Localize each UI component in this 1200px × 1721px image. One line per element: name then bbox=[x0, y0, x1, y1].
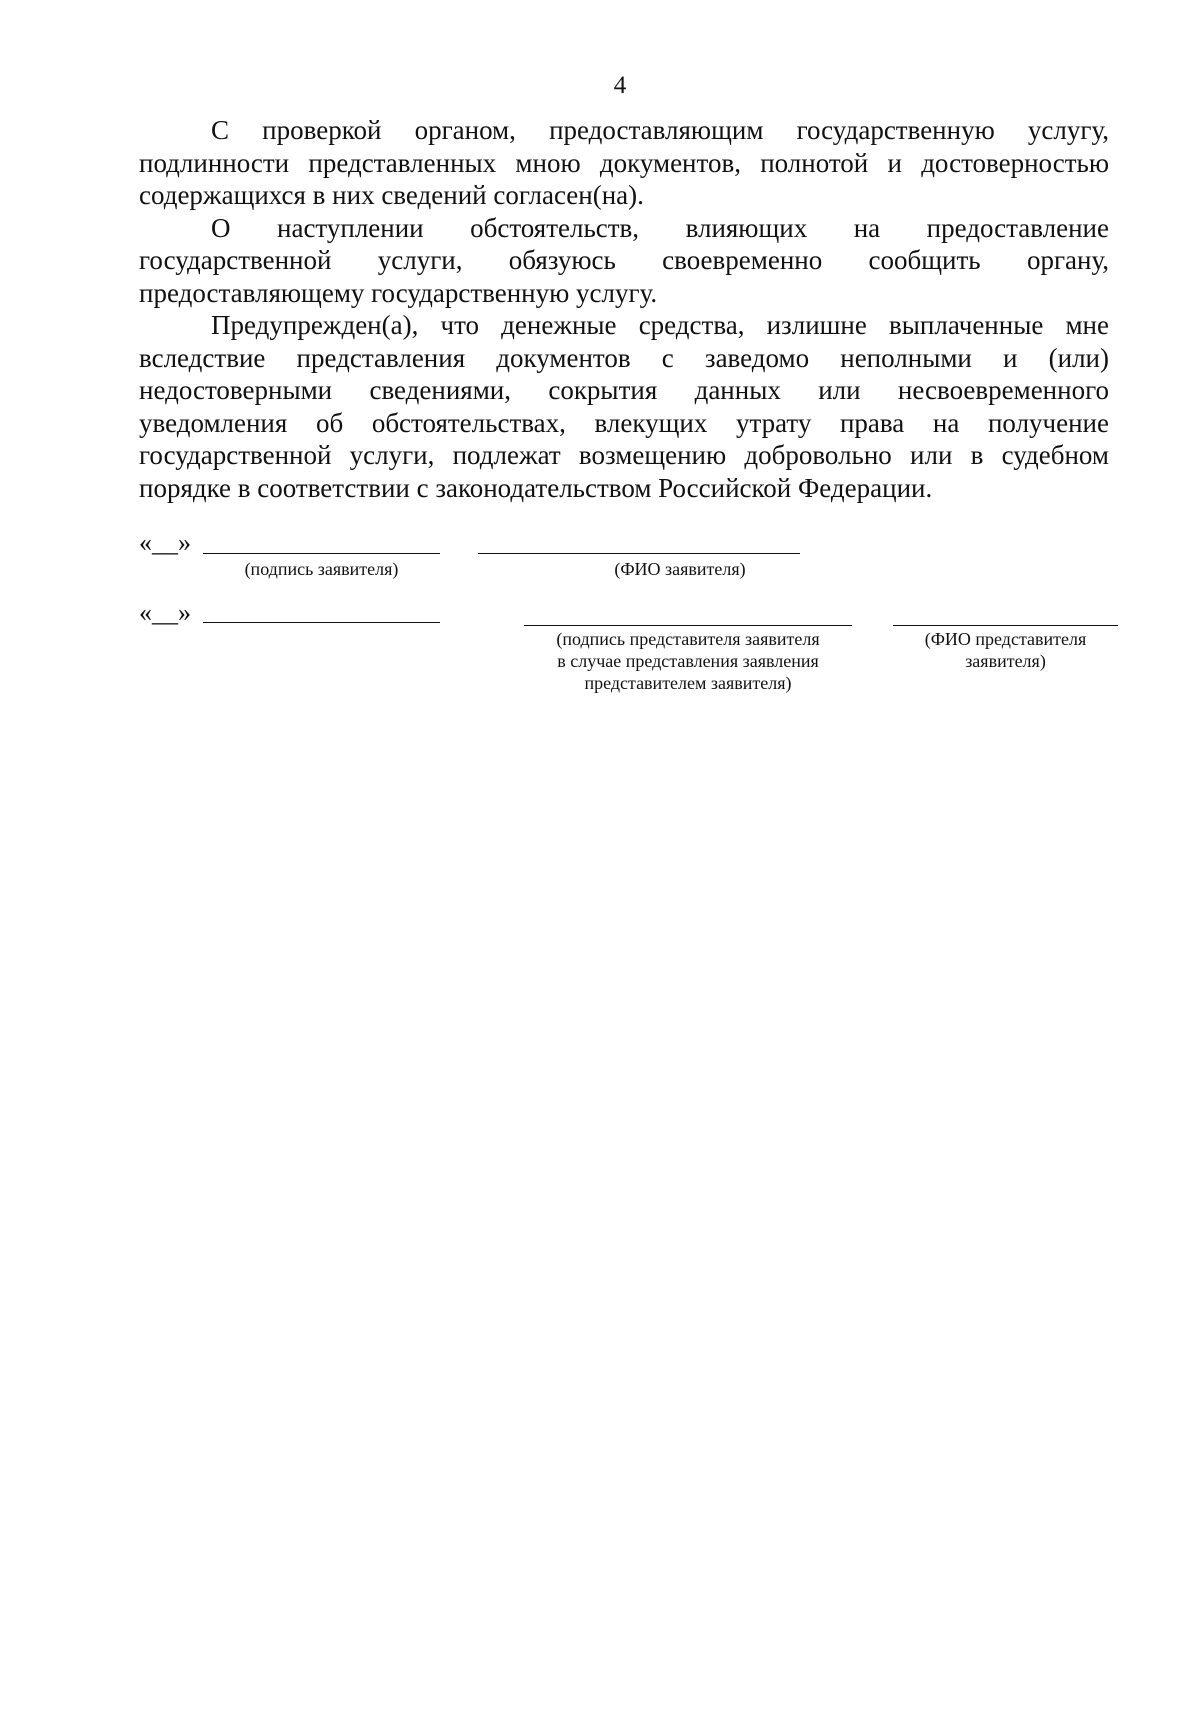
applicant-date-signature-line bbox=[203, 553, 440, 554]
applicant-name-caption: (ФИО заявителя) bbox=[614, 559, 746, 579]
representative-name-line bbox=[893, 625, 1118, 626]
representative-name-caption-line-2: заявителя) bbox=[965, 651, 1046, 671]
representative-signature-caption-line-1: (подпись представителя заявителя bbox=[556, 629, 820, 649]
representative-name-caption-line-1: (ФИО представителя bbox=[924, 629, 1087, 649]
representative-date-mark: «__» bbox=[139, 598, 191, 627]
document-body bbox=[139, 114, 1109, 504]
representative-signature-caption-line-2: в случае представления заявления bbox=[557, 651, 819, 671]
paragraph-warning: Предупрежден(а), что денежные средства, излишне выплаченные мне вследствие представления документов с заведомо неполными и (или) недостоверными сведениями, сокрытия данных или несвоевременного уведомления об обстоятельствах, влекущих утрату права на получение государственной услуги, подлежат возмещению добровольно или в судебном порядке в соответствии с законодательством Российской Федерации. bbox=[139, 310, 1109, 503]
representative-name-caption bbox=[893, 628, 1118, 672]
representative-date-line bbox=[203, 622, 440, 623]
page-number: 4 bbox=[613, 72, 627, 99]
paragraph-consent: С проверкой органом, предоставляющим государственную услугу, подлинности представленных мною документов, полнотой и достоверностью содержащихся в них сведений согласен(на). bbox=[139, 115, 1109, 210]
representative-signature-caption-line-3: представителем заявителя) bbox=[584, 673, 792, 693]
representative-signature-caption bbox=[518, 628, 858, 694]
representative-signature-line bbox=[524, 625, 852, 626]
paragraph-obligation: О наступлении обстоятельств, влияющих на предоставление государственной услуги, обязуюсь своевременно сообщить органу, предоставляющему государственную услугу. bbox=[139, 212, 1109, 308]
applicant-date-mark: «__» bbox=[139, 528, 191, 557]
applicant-signature-caption: (подпись заявителя) bbox=[244, 559, 399, 579]
applicant-name-line bbox=[478, 553, 800, 554]
